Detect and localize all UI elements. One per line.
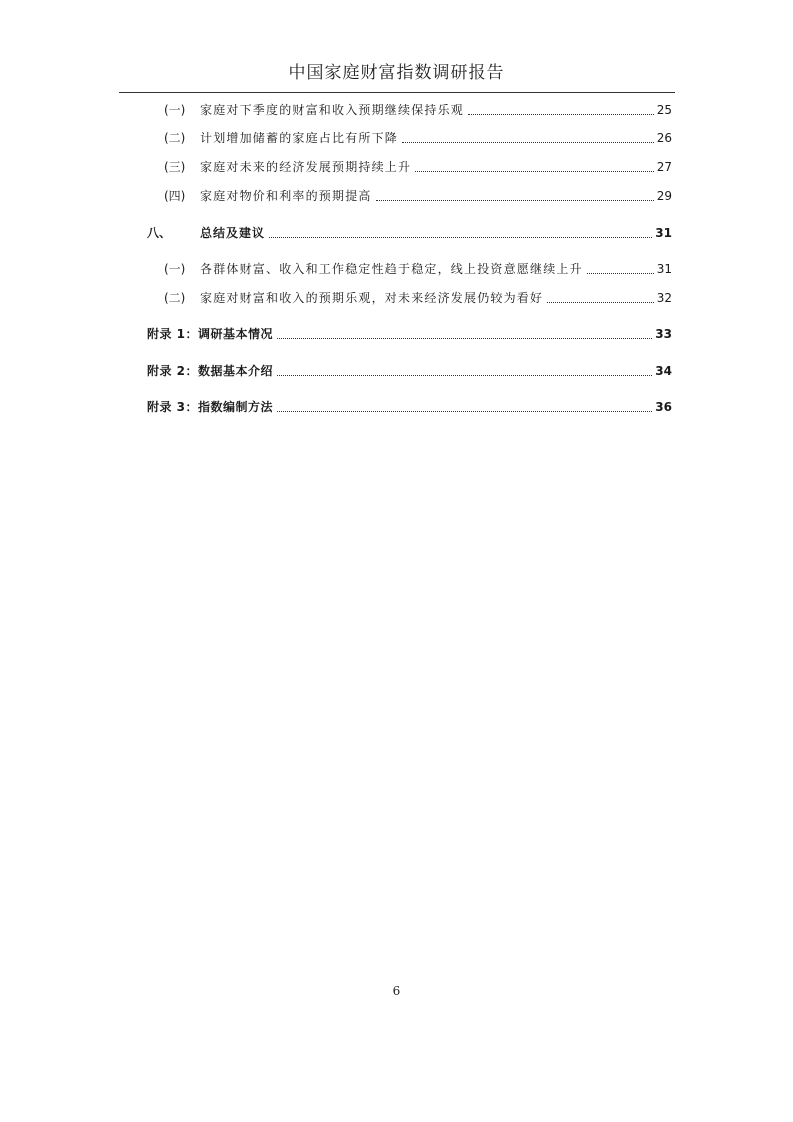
- dot-leader: [468, 114, 654, 115]
- toc-entry-number: (二): [164, 291, 186, 305]
- toc-entry-sub-4[interactable]: [0, 186, 793, 206]
- toc-entry-page: 33: [655, 327, 672, 341]
- dot-leader: [269, 237, 652, 238]
- toc-entry-page: 31: [655, 226, 672, 240]
- toc-entry-title: 家庭对下季度的财富和收入预期继续保持乐观: [200, 103, 465, 117]
- toc-entry-number: (二): [164, 131, 186, 145]
- page-header-title: 中国家庭财富指数调研报告: [288, 63, 505, 83]
- toc-entry-page: 25: [656, 103, 672, 117]
- toc-entry-number: (一): [164, 103, 186, 117]
- toc-entry-page: 31: [656, 262, 672, 276]
- toc-entry-page: 27: [656, 160, 672, 174]
- toc-entry-title: 各群体财富、收入和工作稳定性趋于稳定，线上投资意愿继续上升: [200, 262, 583, 276]
- dot-leader: [415, 171, 654, 172]
- dot-leader: [277, 411, 652, 412]
- dot-leader: [587, 273, 654, 274]
- toc-entry-page: 36: [655, 400, 672, 414]
- toc-entry-page: 32: [656, 291, 672, 305]
- page-number: 6: [392, 984, 401, 998]
- toc-entry-title: 家庭对未来的经济发展预期持续上升: [200, 160, 412, 174]
- toc-entry-sub-2[interactable]: [0, 128, 793, 148]
- toc-entry-title: 附录 1：调研基本情况: [147, 327, 274, 341]
- toc-entry-appendix-3[interactable]: [0, 397, 793, 417]
- toc-entry-page: 29: [656, 189, 672, 203]
- dot-leader: [277, 375, 652, 376]
- toc-entry-number: 八、: [147, 226, 172, 240]
- toc-entry-section-8[interactable]: [0, 223, 793, 243]
- dot-leader: [402, 142, 654, 143]
- toc-entry-title: 总结及建议: [200, 226, 266, 240]
- toc-entry-title: 家庭对物价和利率的预期提高: [200, 189, 372, 203]
- toc-entry-title: 附录 3：指数编制方法: [147, 400, 274, 414]
- dot-leader: [277, 338, 652, 339]
- dot-leader: [547, 302, 654, 303]
- toc-entry-sub-6[interactable]: [0, 288, 793, 308]
- toc-entry-title: 附录 2：数据基本介绍: [147, 364, 274, 378]
- toc-entry-sub-5[interactable]: [0, 259, 793, 279]
- toc-entry-sub-1[interactable]: [0, 100, 793, 120]
- toc-entry-page: 26: [656, 131, 672, 145]
- toc-entry-title: 家庭对财富和收入的预期乐观，对未来经济发展仍较为看好: [200, 291, 544, 305]
- toc-entry-title: 计划增加储蓄的家庭占比有所下降: [200, 131, 399, 145]
- toc-entry-sub-3[interactable]: [0, 157, 793, 177]
- toc-entry-number: (一): [164, 262, 186, 276]
- dot-leader: [376, 200, 654, 201]
- toc-entry-number: (四): [164, 189, 186, 203]
- toc-entry-appendix-1[interactable]: [0, 324, 793, 344]
- toc-entry-number: (三): [164, 160, 186, 174]
- toc-entry-page: 34: [655, 364, 672, 378]
- toc-entry-appendix-2[interactable]: [0, 361, 793, 381]
